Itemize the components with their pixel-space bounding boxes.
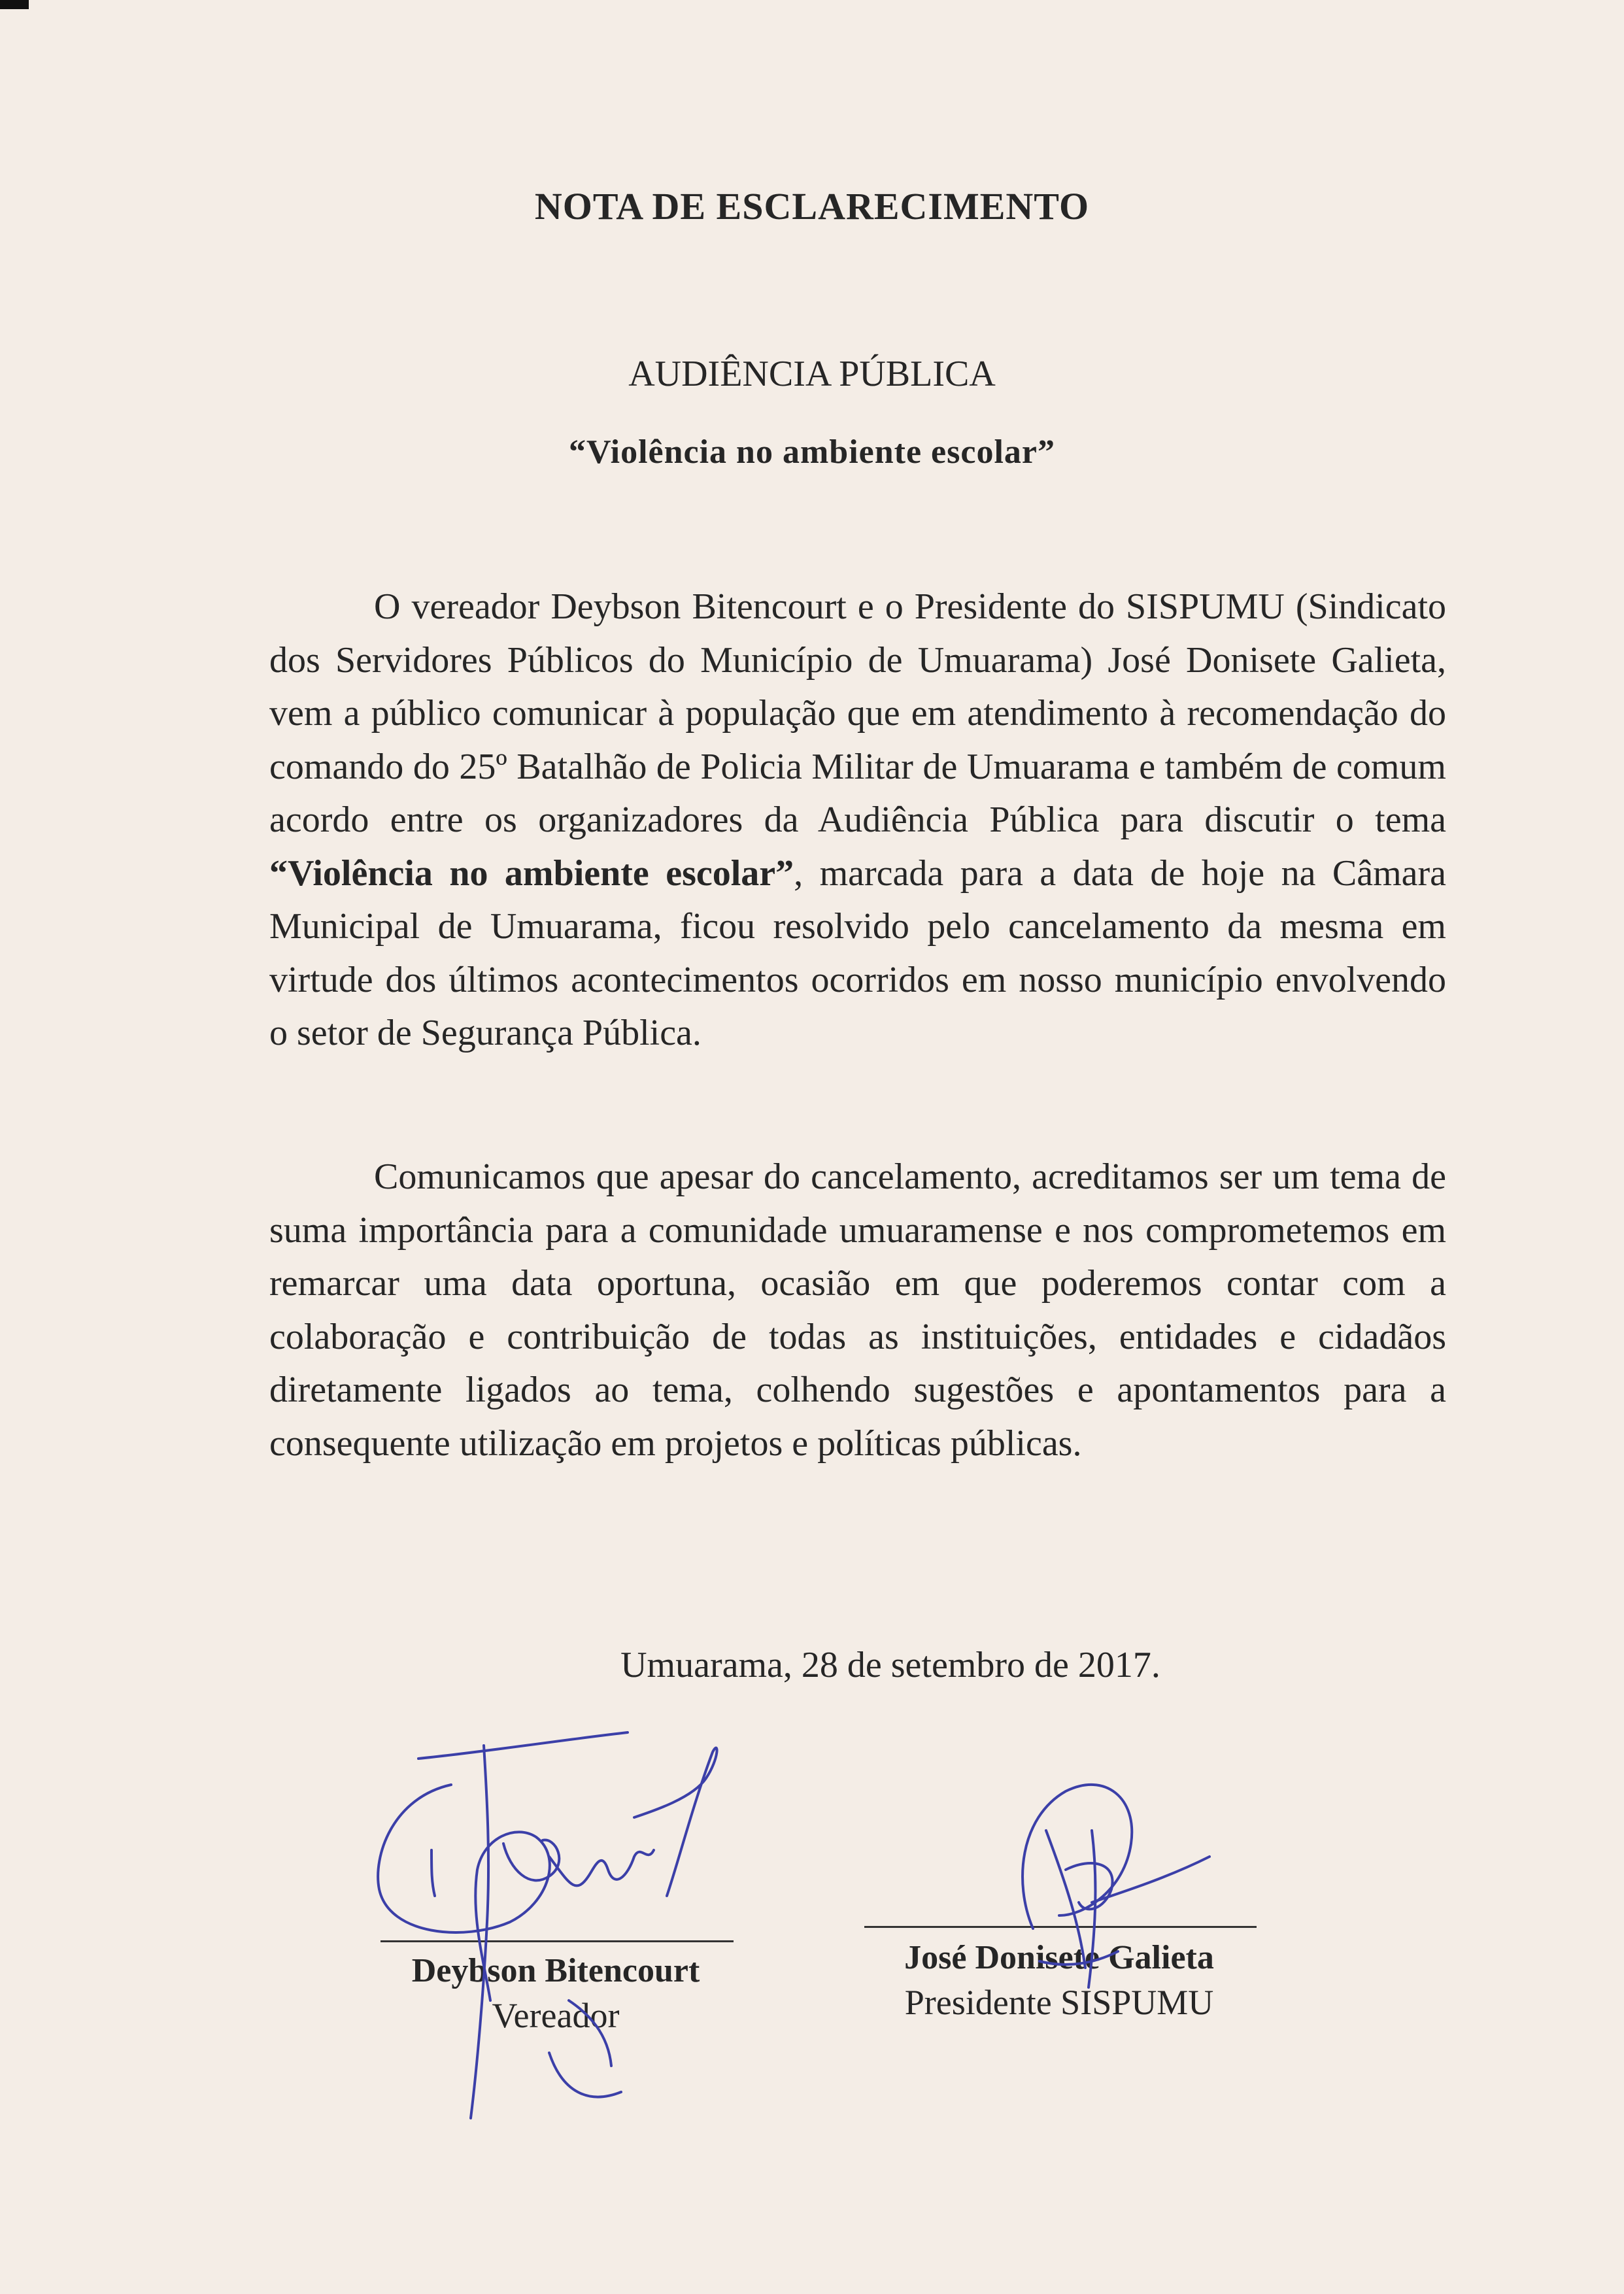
paragraph-1-bold-theme: “Violência no ambiente escolar” — [269, 852, 794, 894]
document-subtitle: AUDIÊNCIA PÚBLICA — [628, 354, 996, 394]
paragraph-1-part-2: , marcada para a data de hoje na Câmara Municipal de Umuarama, ficou resolvido pelo cancelamento da mesma em virtude dos últimos acontecimentos ocorridos em nosso município envolvendo o setor de Segurança Pública. — [269, 852, 1446, 1053]
scan-edge-mark — [0, 0, 29, 9]
paragraph-1 — [269, 581, 1446, 1060]
document-theme: “Violência no ambiente escolar” — [569, 433, 1055, 471]
paragraph-2: Comunicamos que apesar do cancelamento, acreditamos ser um tema de suma importância para a comunidade umuaramense e nos comprometemos em remarcar uma data oportuna, ocasião em que poderemos contar com a colaboração e contribuição de todas as instituições, entidades e cidadãos diretamente ligados ao tema, colhendo sugestões e apontamentos para a consequente utilização em projetos e políticas públicas. — [269, 1156, 1446, 1464]
document-title: NOTA DE ESCLARECIMENTO — [534, 185, 1090, 228]
signatory-right-name: José Donisete Galieta — [904, 1939, 1214, 1976]
signatory-right-role: Presidente SISPUMU — [904, 1983, 1214, 2022]
date-line: Umuarama, 28 de setembro de 2017. — [620, 1645, 1160, 1685]
handwritten-signature-left — [353, 1726, 811, 2131]
signatory-left-name: Deybson Bitencourt — [411, 1952, 700, 1989]
handwritten-signature-right — [935, 1752, 1262, 2027]
paragraph-1-part-1: O vereador Deybson Bitencourt e o Presidente do SISPUMU (Sindicato dos Servidores Públicos do Município de Umuarama) José Donisete Galieta, vem a público comunicar à população que em atendimento à recomendação do comando do 25º Batalhão de Policia Militar de Umuarama e também de comum acordo entre os organizadores da Audiência Pública para discutir o tema — [269, 586, 1446, 840]
signatory-left-role: Vereador — [492, 1996, 620, 2035]
